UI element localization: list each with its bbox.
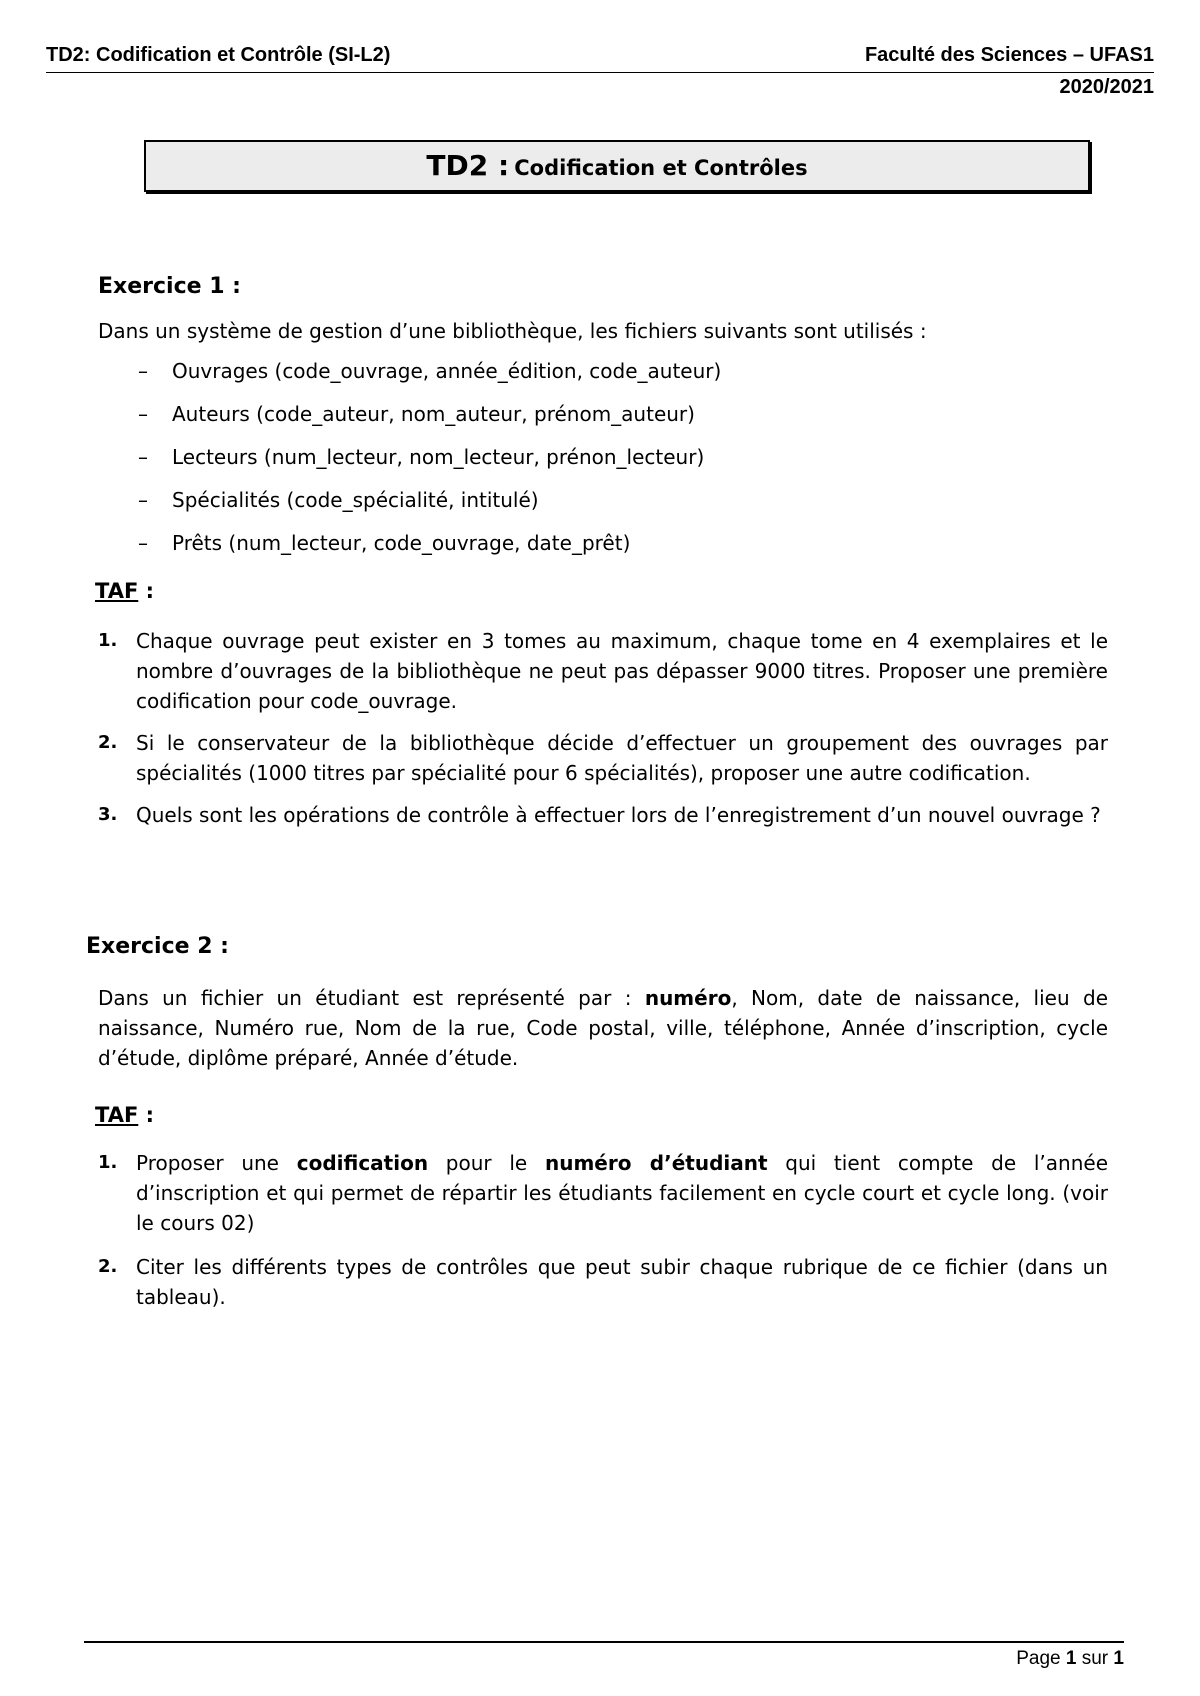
question-item [98,1148,1108,1238]
question-number: 1. [98,1152,118,1173]
question-item [98,728,1108,788]
exercise-2-taf [95,1100,154,1130]
dash-bullet: – [138,531,148,555]
file-ouvrages: Ouvrages (code_ouvrage, année_édition, code_auteur) [172,359,722,383]
intro-text-rest: , Nom, date de naissance, lieu de naissance, Numéro rue, Nom de la rue, Code postal, ville, téléphone, Année d’inscription, cycle d’étude, diplôme préparé, Année d’étude. [98,986,1108,1070]
exercise-1-taf [95,576,154,606]
page-total: 1 [1113,1648,1124,1669]
dash-bullet: – [138,402,148,426]
intro-bold-numero: numéro [644,986,732,1010]
exercise-2-heading: Exercice 2 : [86,934,229,959]
question-text: Proposer une [136,1151,297,1175]
question-text: Chaque ouvrage peut exister en 3 tomes au maximum, chaque tome en 4 exemplaires et le nombre d’ouvrages de la bibliothèque ne peut pas dépasser 9000 titres. Proposer une première codification pour code_ouvrage. [136,629,1108,713]
question-number: 1. [98,630,118,651]
question-text: pour le [428,1151,545,1175]
file-lecteurs: Lecteurs (num_lecteur, nom_lecteur, prénon_lecteur) [172,445,705,469]
taf-colon: : [138,1103,155,1127]
taf-label: TAF [95,579,139,603]
exercise-2-intro [98,983,1108,1073]
dash-bullet: – [138,488,148,512]
exercise-2-questions [98,1148,1108,1312]
question-text: qui tient compte de l’année d’inscription et qui permet de répartir les étudiants facilement en cycle court et cycle long. (voir le cours 02) [136,1151,1109,1235]
footer-divider [84,1641,1124,1643]
dash-bullet: – [138,359,148,383]
header-year: 2020/2021 [1059,76,1154,98]
intro-text: Dans un fichier un étudiant est représenté par : [98,986,645,1010]
question-bold-codification: codification [296,1151,429,1175]
title-box [144,140,1090,192]
file-specialites: Spécialités (code_spécialité, intitulé) [172,488,539,512]
page-word: Page [1016,1648,1061,1669]
question-text: Citer les différents types de contrôles que peut subir chaque rubrique de ce fichier (dans un tableau). [136,1255,1108,1309]
file-auteurs: Auteurs (code_auteur, nom_auteur, prénom_auteur) [172,402,695,426]
header-divider [46,72,1154,73]
question-text: Quels sont les opérations de contrôle à effectuer lors de l’enregistrement d’un nouvel ouvrage ? [136,803,1101,827]
taf-label: TAF [95,1103,139,1127]
title-sub: Codification et Contrôles [514,156,808,180]
question-number: 2. [98,732,118,753]
question-text: Si le conservateur de la bibliothèque décide d’effectuer un groupement des ouvrages par spécialités (1000 titres par spécialité pour 6 spécialités), proposer une autre codification. [136,731,1108,785]
exercise-1-heading: Exercice 1 : [98,274,241,299]
taf-colon: : [138,579,155,603]
question-number: 3. [98,804,118,825]
dash-bullet: – [138,445,148,469]
page-number [1016,1648,1124,1670]
header-course-title: TD2: Codification et Contrôle (SI-L2) [46,44,391,66]
question-bold-numero-etudiant: numéro d’étudiant [544,1151,768,1175]
file-prets: Prêts (num_lecteur, code_ouvrage, date_prêt) [172,531,631,555]
exercise-1-intro: Dans un système de gestion d’une bibliothèque, les fichiers suivants sont utilisés : [98,319,927,343]
exercise-1-questions [98,626,1108,830]
question-item [98,626,1108,716]
question-item [98,800,1108,830]
title-main: TD2 : [426,149,510,182]
header-faculty: Faculté des Sciences – UFAS1 [864,44,1154,66]
question-item [98,1252,1108,1312]
sur-word: sur [1081,1648,1109,1669]
question-number: 2. [98,1256,118,1277]
page-current: 1 [1065,1648,1077,1669]
